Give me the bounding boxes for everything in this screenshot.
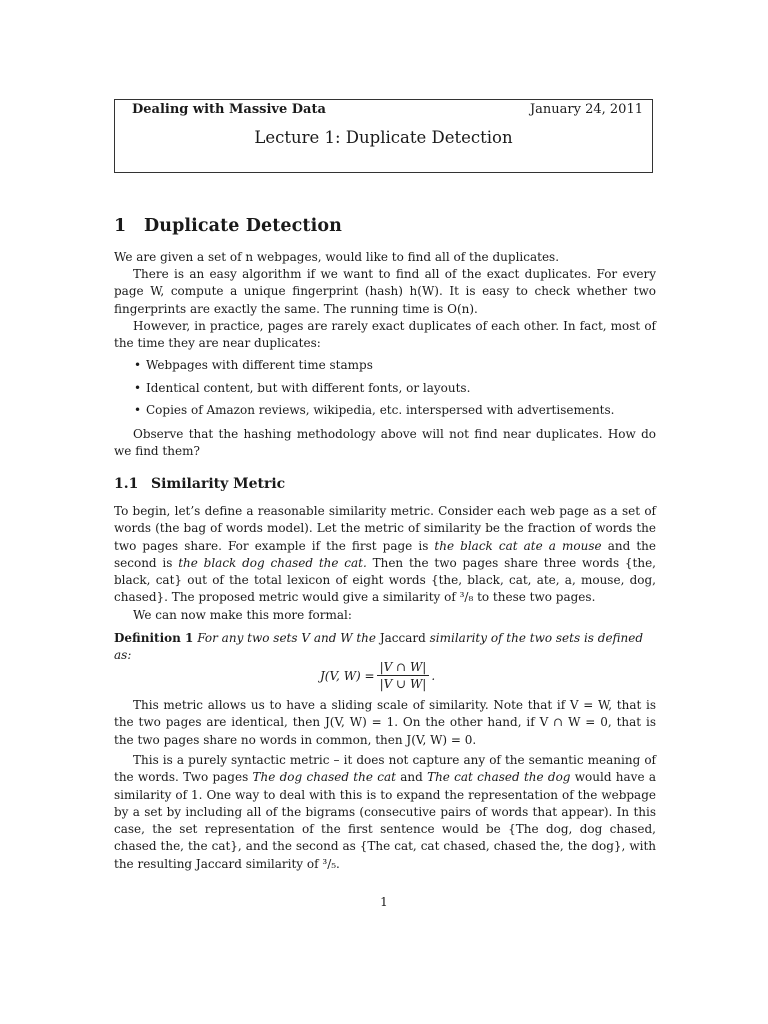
- paragraph-after-def-1: This metric allows us to have a sliding scale of similarity. Note that if V = W, that is the two pages are identical, then J(V, W) = 1. On the other hand, if V ∩ W = 0, that is the two pages share no words in common, then J(V, W) = 0.: [114, 698, 656, 747]
- list-item: • Copies of Amazon reviews, wikipedia, etc. interspersed with advertisements.: [134, 403, 615, 417]
- paragraph-after-def-2: This is a purely syntactic metric – it does not capture any of the semantic meaning of the words. Two pages The dog chased the cat and The cat chased the dog would have a similarity of 1. One way to deal with this is to expand the representation of the webpage by a set by including all of the bigrams (consecutive pairs of words that appear). In this case, the set representation of the first sentence would be {The dog, dog chased, chased the, the cat}, and the second as {The cat, cat chased, chased the, the dog}, with the resulting Jaccard similarity of ³/₅.: [114, 753, 656, 871]
- near-duplicate-list: [114, 357, 656, 425]
- section-heading: [114, 216, 342, 236]
- jaccard-fraction: [377, 660, 430, 691]
- bullet-icon: •: [134, 380, 142, 395]
- paragraph-intro-2: There is an easy algorithm if we want to find all of the exact duplicates. For every page W, compute a unique fingerprint (hash) h(W). It is easy to check whether two fingerprints are exactly the same. The running time is O(n).: [114, 267, 656, 316]
- paragraph-similarity-1: To begin, let’s define a reasonable similarity metric. Consider each web page as a set of words (the bag of words model). Let the metric of similarity be the fraction of words the two pages share. For example if the first page is the black cat ate a mouse and the second is the black dog chased the cat. Then the two pages share three words {the, black, cat} out of the total lexicon of eight words {the, black, cat, ate, a, mouse, dog, chased}. The proposed metric would give a similarity of ³/₈ to these two pages.: [114, 504, 656, 605]
- section-number: 1: [114, 216, 127, 236]
- definition-label: Definition 1: [114, 631, 194, 645]
- fraction-denominator: |V ∪ W|: [379, 677, 427, 691]
- paragraph-intro-4: Observe that the hashing methodology above will not find near duplicates. How do we find them?: [114, 427, 656, 459]
- subsection-title: Similarity Metric: [151, 476, 286, 492]
- jaccard-formula: J(V, W) = $\frac{|V \cap W|}{|V \cup W|}$ .: [320, 660, 436, 691]
- lecture-date: January 24, 2011: [529, 102, 643, 117]
- paragraph-intro-3: However, in practice, pages are rarely exact duplicates of each other. In fact, most of the time they are near duplicates:: [114, 319, 656, 351]
- course-title: Dealing with Massive Data: [132, 102, 326, 117]
- subsection-number: 1.1: [114, 476, 139, 492]
- paragraph-intro-1: We are given a set of n webpages, would like to find all of the duplicates.: [114, 250, 560, 264]
- paragraph-similarity-2: We can now make this more formal:: [133, 608, 352, 622]
- section-title: Duplicate Detection: [144, 216, 342, 236]
- page-number: 1: [380, 895, 388, 909]
- list-item: • Webpages with different time stamps: [134, 358, 373, 372]
- bullet-icon: •: [134, 358, 142, 372]
- bullet-icon: •: [134, 403, 142, 417]
- lecture-header-box: [114, 99, 653, 173]
- fraction-numerator: |V ∩ W|: [377, 660, 430, 676]
- definition-block: Definition 1 For any two sets V and W the Jaccard similarity of the two sets is defined as:: [114, 631, 644, 663]
- list-item: • Identical content, but with different fonts, or layouts.: [134, 380, 471, 395]
- subsection-heading: [114, 476, 285, 492]
- lecture-title: Lecture 1: Duplicate Detection: [254, 128, 513, 147]
